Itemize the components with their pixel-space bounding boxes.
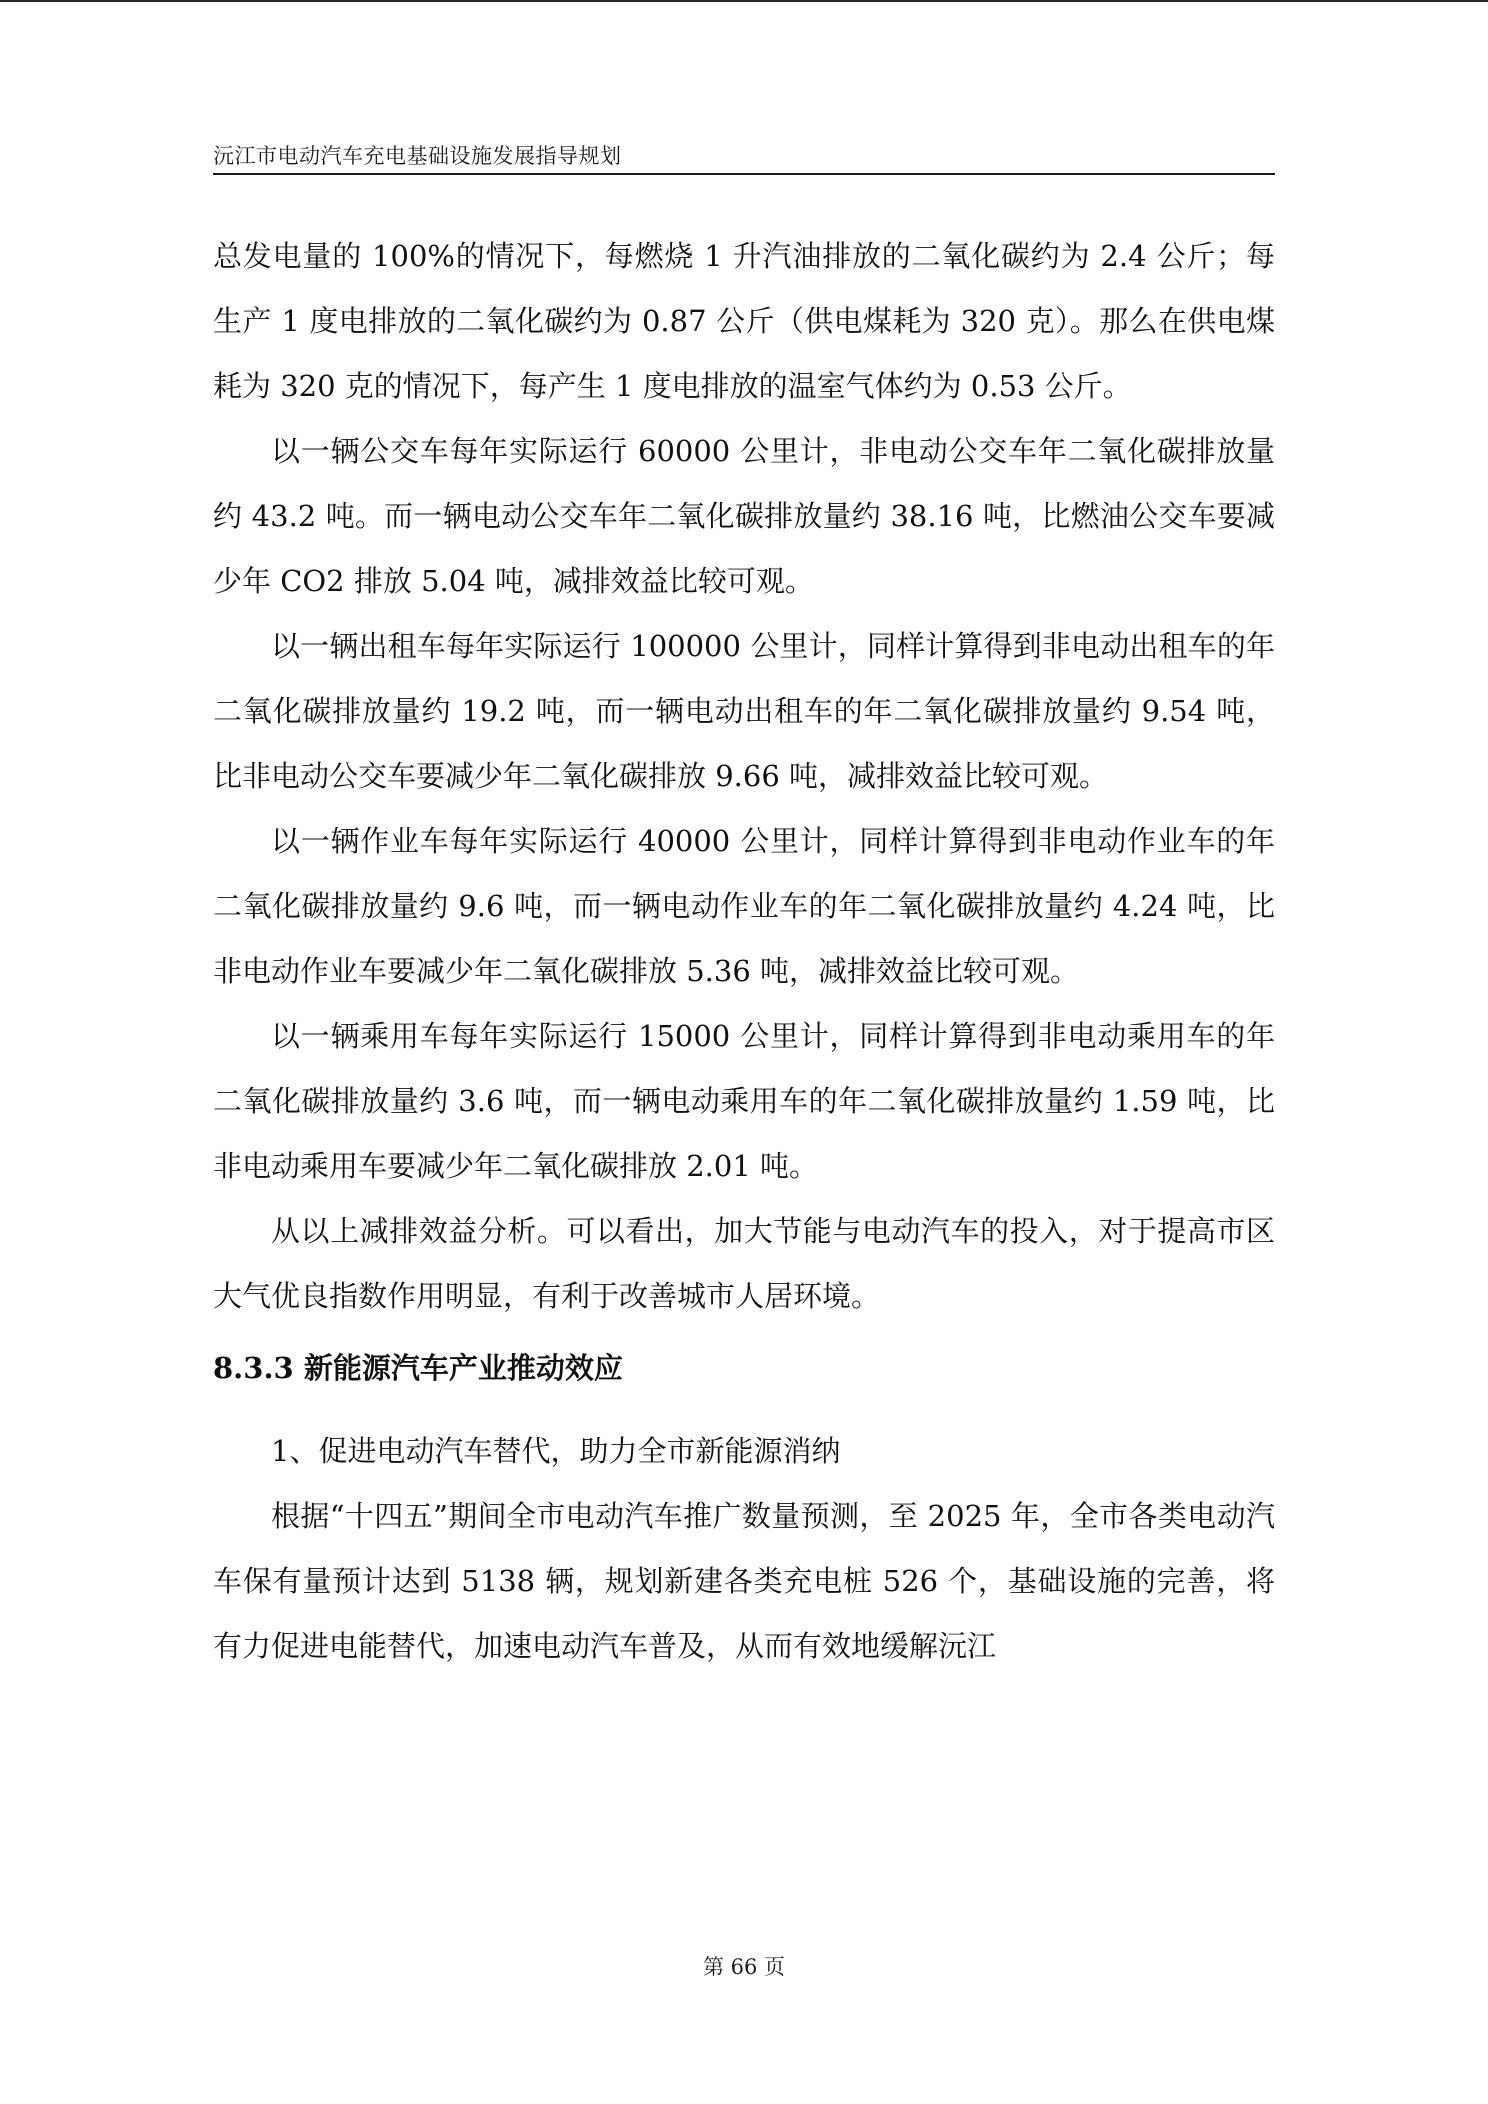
paragraph-passenger-car: 以一辆乘用车每年实际运行 15000 公里计，同样计算得到非电动乘用车的年二氧化碳排放量约 3.6 吨，而一辆电动乘用车的年二氧化碳排放量约 1.59 吨，比非电动乘用车要减少年二氧化碳排放 2.01 吨。 bbox=[213, 1019, 1275, 1183]
page-number: 第 66 页 bbox=[702, 1955, 786, 1979]
subsection-item: 1、促进电动汽车替代，助力全市新能源消纳 bbox=[271, 1434, 841, 1468]
paragraph-work-vehicle: 以一辆作业车每年实际运行 40000 公里计，同样计算得到非电动作业车的年二氧化碳排放量约 9.6 吨，而一辆电动作业车的年二氧化碳排放量约 4.24 吨，比非电动作业车要减少年二氧化碳排放 5.36 吨，减排效益比较可观。 bbox=[213, 824, 1275, 988]
paragraph-forecast: 根据“十四五”期间全市电动汽车推广数量预测，至 2025 年，全市各类电动汽车保有量预计达到 5138 辆，规划新建各类充电桩 526 个，基础设施的完善，将有力促进电能替代，加速电动汽车普及，从而有效地缓解沅江 bbox=[213, 1499, 1275, 1663]
document-body bbox=[213, 224, 1275, 1679]
header-rule bbox=[213, 173, 1275, 175]
paragraph-bus: 以一辆公交车每年实际运行 60000 公里计，非电动公交车年二氧化碳排放量约 43.2 吨。而一辆电动公交车年二氧化碳排放量约 38.16 吨，比燃油公交车要减少年 CO2 排放 5.04 吨，减排效益比较可观。 bbox=[213, 434, 1275, 598]
paragraph-taxi: 以一辆出租车每年实际运行 100000 公里计，同样计算得到非电动出租车的年二氧化碳排放量约 19.2 吨，而一辆电动出租车的年二氧化碳排放量约 9.54 吨，比非电动公交车要减少年二氧化碳排放 9.66 吨，减排效益比较可观。 bbox=[213, 629, 1275, 793]
page-top-border bbox=[0, 0, 1488, 2]
section-heading: 8.3.3 新能源汽车产业推动效应 bbox=[213, 1351, 623, 1385]
paragraph-emission-factors: 总发电量的 100%的情况下，每燃烧 1 升汽油排放的二氧化碳约为 2.4 公斤；每生产 1 度电排放的二氧化碳约为 0.87 公斤（供电煤耗为 320 克）。那么在供电煤耗为 320 克的情况下，每产生 1 度电排放的温室气体约为 0.53 公斤。 bbox=[213, 239, 1275, 403]
paragraph-conclusion: 从以上减排效益分析。可以看出，加大节能与电动汽车的投入，对于提高市区大气优良指数作用明显，有利于改善城市人居环境。 bbox=[213, 1214, 1275, 1313]
running-header: 沅江市电动汽车充电基础设施发展指导规划 bbox=[213, 144, 622, 168]
